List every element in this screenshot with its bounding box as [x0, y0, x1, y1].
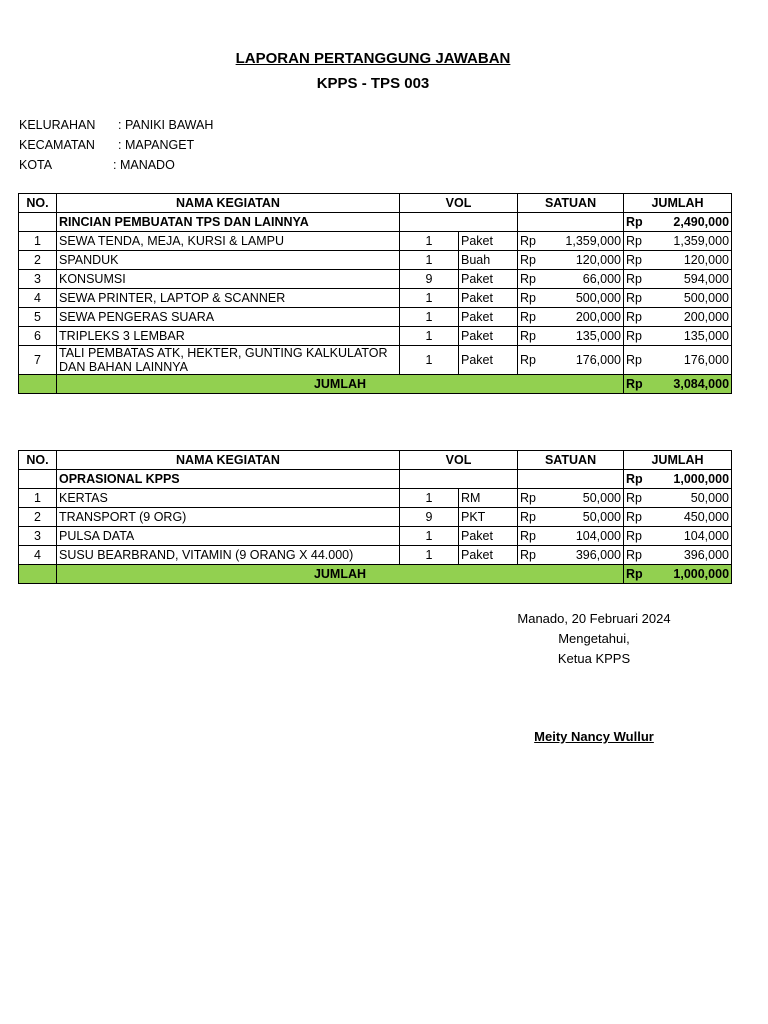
row-currency: Rp [518, 508, 538, 527]
row-jumlah: 135,000 [644, 327, 732, 346]
total-value: 3,084,000 [644, 375, 732, 394]
col-vol: VOL [400, 194, 518, 213]
row-harga: 135,000 [538, 327, 624, 346]
row-harga: 50,000 [538, 489, 624, 508]
row-no: 1 [19, 232, 57, 251]
row-unit: Paket [459, 327, 518, 346]
row-nama: KONSUMSI [57, 270, 400, 289]
table-row [19, 251, 732, 270]
table-operasional [18, 450, 732, 584]
info-label: KOTA [19, 158, 53, 172]
row-unit: Paket [459, 289, 518, 308]
section-row [19, 213, 732, 232]
row-harga: 1,359,000 [538, 232, 624, 251]
row-unit: RM [459, 489, 518, 508]
row-no: 2 [19, 251, 57, 270]
row-vol: 9 [400, 270, 459, 289]
row-currency: Rp [518, 289, 538, 308]
col-nama: NAMA KEGIATAN [57, 194, 400, 213]
row-currency: Rp [518, 489, 538, 508]
row-nama: SEWA PENGERAS SUARA [57, 308, 400, 327]
row-no: 2 [19, 508, 57, 527]
row-nama: KERTAS [57, 489, 400, 508]
row-unit: PKT [459, 508, 518, 527]
row-nama: PULSA DATA [57, 527, 400, 546]
signature-block [494, 611, 694, 744]
row-vol: 1 [400, 308, 459, 327]
row-nama: SUSU BEARBRAND, VITAMIN (9 ORANG X 44.000) [57, 546, 400, 565]
row-vol: 1 [400, 232, 459, 251]
row-jumlah: 176,000 [644, 346, 732, 375]
total-value: 1,000,000 [644, 565, 732, 584]
row-currency: Rp [624, 508, 644, 527]
row-jumlah: 1,359,000 [644, 232, 732, 251]
place-date: Manado, 20 Februari 2024 [517, 611, 671, 626]
row-vol: 9 [400, 508, 459, 527]
row-vol: 1 [400, 289, 459, 308]
col-vol: VOL [400, 451, 518, 470]
row-currency: Rp [518, 232, 538, 251]
row-unit: Paket [459, 232, 518, 251]
table-header-row [19, 194, 732, 213]
row-currency: Rp [518, 308, 538, 327]
row-nama: SEWA PRINTER, LAPTOP & SCANNER [57, 289, 400, 308]
table-row [19, 308, 732, 327]
row-no: 7 [19, 346, 57, 375]
row-currency: Rp [624, 289, 644, 308]
row-nama: SPANDUK [57, 251, 400, 270]
row-unit: Paket [459, 308, 518, 327]
col-no: NO. [19, 451, 57, 470]
acknowledged: Mengetahui, [558, 631, 630, 646]
row-no: 3 [19, 270, 57, 289]
currency: Rp [624, 375, 644, 394]
row-harga: 396,000 [538, 546, 624, 565]
row-no: 3 [19, 527, 57, 546]
row-harga: 104,000 [538, 527, 624, 546]
table-row [19, 289, 732, 308]
row-vol: 1 [400, 527, 459, 546]
row-vol: 1 [400, 327, 459, 346]
table-rincian-tps [18, 193, 732, 394]
table-row [19, 508, 732, 527]
row-jumlah: 104,000 [644, 527, 732, 546]
row-jumlah: 594,000 [644, 270, 732, 289]
table-row [19, 546, 732, 565]
table-row [19, 346, 732, 375]
rows [19, 489, 732, 565]
row-currency: Rp [624, 489, 644, 508]
row-currency: Rp [624, 527, 644, 546]
table-row [19, 232, 732, 251]
row-no: 6 [19, 327, 57, 346]
row-no: 4 [19, 546, 57, 565]
row-unit: Buah [459, 251, 518, 270]
table-row [19, 527, 732, 546]
row-nama: TRIPLEKS 3 LEMBAR [57, 327, 400, 346]
row-nama: TALI PEMBATAS ATK, HEKTER, GUNTING KALKULATOR DAN BAHAN LAINNYA [57, 346, 400, 375]
row-currency: Rp [624, 308, 644, 327]
row-no: 4 [19, 289, 57, 308]
row-no: 5 [19, 308, 57, 327]
row-unit: Paket [459, 527, 518, 546]
row-jumlah: 500,000 [644, 289, 732, 308]
table-row [19, 327, 732, 346]
section-row [19, 470, 732, 489]
table-row [19, 270, 732, 289]
total-row [19, 565, 732, 584]
section-total: 1,000,000 [644, 470, 732, 489]
row-unit: Paket [459, 346, 518, 375]
info-value: : MAPANGET [118, 138, 195, 152]
row-currency: Rp [624, 327, 644, 346]
col-jumlah: JUMLAH [624, 451, 732, 470]
row-harga: 120,000 [538, 251, 624, 270]
info-value: : MANADO [113, 158, 175, 172]
row-jumlah: 50,000 [644, 489, 732, 508]
row-harga: 66,000 [538, 270, 624, 289]
row-currency: Rp [624, 546, 644, 565]
row-currency: Rp [518, 327, 538, 346]
row-currency: Rp [624, 270, 644, 289]
row-jumlah: 450,000 [644, 508, 732, 527]
signer-title: Ketua KPPS [557, 651, 631, 666]
col-jumlah: JUMLAH [624, 194, 732, 213]
row-currency: Rp [624, 232, 644, 251]
currency: Rp [624, 213, 644, 232]
row-currency: Rp [518, 346, 538, 375]
row-nama: SEWA TENDA, MEJA, KURSI & LAMPU [57, 232, 400, 251]
row-harga: 50,000 [538, 508, 624, 527]
total-label: JUMLAH [57, 565, 624, 584]
info-value: : PANIKI BAWAH [118, 118, 214, 132]
info-label: KECAMATAN [19, 138, 95, 152]
col-satuan: SATUAN [518, 451, 624, 470]
row-vol: 1 [400, 251, 459, 270]
row-unit: Paket [459, 546, 518, 565]
table-row [19, 489, 732, 508]
row-currency: Rp [518, 546, 538, 565]
row-currency: Rp [624, 251, 644, 270]
section-title: RINCIAN PEMBUATAN TPS DAN LAINNYA [57, 213, 400, 232]
row-jumlah: 396,000 [644, 546, 732, 565]
col-satuan: SATUAN [518, 194, 624, 213]
row-harga: 176,000 [538, 346, 624, 375]
row-currency: Rp [518, 251, 538, 270]
row-vol: 1 [400, 489, 459, 508]
row-currency: Rp [624, 346, 644, 375]
report-title: LAPORAN PERTANGGUNG JAWABAN [235, 50, 511, 67]
col-nama: NAMA KEGIATAN [57, 451, 400, 470]
row-vol: 1 [400, 546, 459, 565]
row-jumlah: 120,000 [644, 251, 732, 270]
report-subtitle: KPPS - TPS 003 [316, 75, 430, 92]
row-harga: 500,000 [538, 289, 624, 308]
rows [19, 232, 732, 375]
total-label: JUMLAH [57, 375, 624, 394]
info-label: KELURAHAN [19, 118, 96, 132]
row-nama: TRANSPORT (9 ORG) [57, 508, 400, 527]
table-header-row [19, 451, 732, 470]
col-no: NO. [19, 194, 57, 213]
row-currency: Rp [518, 527, 538, 546]
row-no: 1 [19, 489, 57, 508]
currency: Rp [624, 565, 644, 584]
row-harga: 200,000 [538, 308, 624, 327]
row-currency: Rp [518, 270, 538, 289]
total-row [19, 375, 732, 394]
currency: Rp [624, 470, 644, 489]
row-jumlah: 200,000 [644, 308, 732, 327]
section-total: 2,490,000 [644, 213, 732, 232]
row-vol: 1 [400, 346, 459, 375]
section-title: OPRASIONAL KPPS [57, 470, 400, 489]
row-unit: Paket [459, 270, 518, 289]
signer-name: Meity Nancy Wullur [534, 729, 654, 744]
